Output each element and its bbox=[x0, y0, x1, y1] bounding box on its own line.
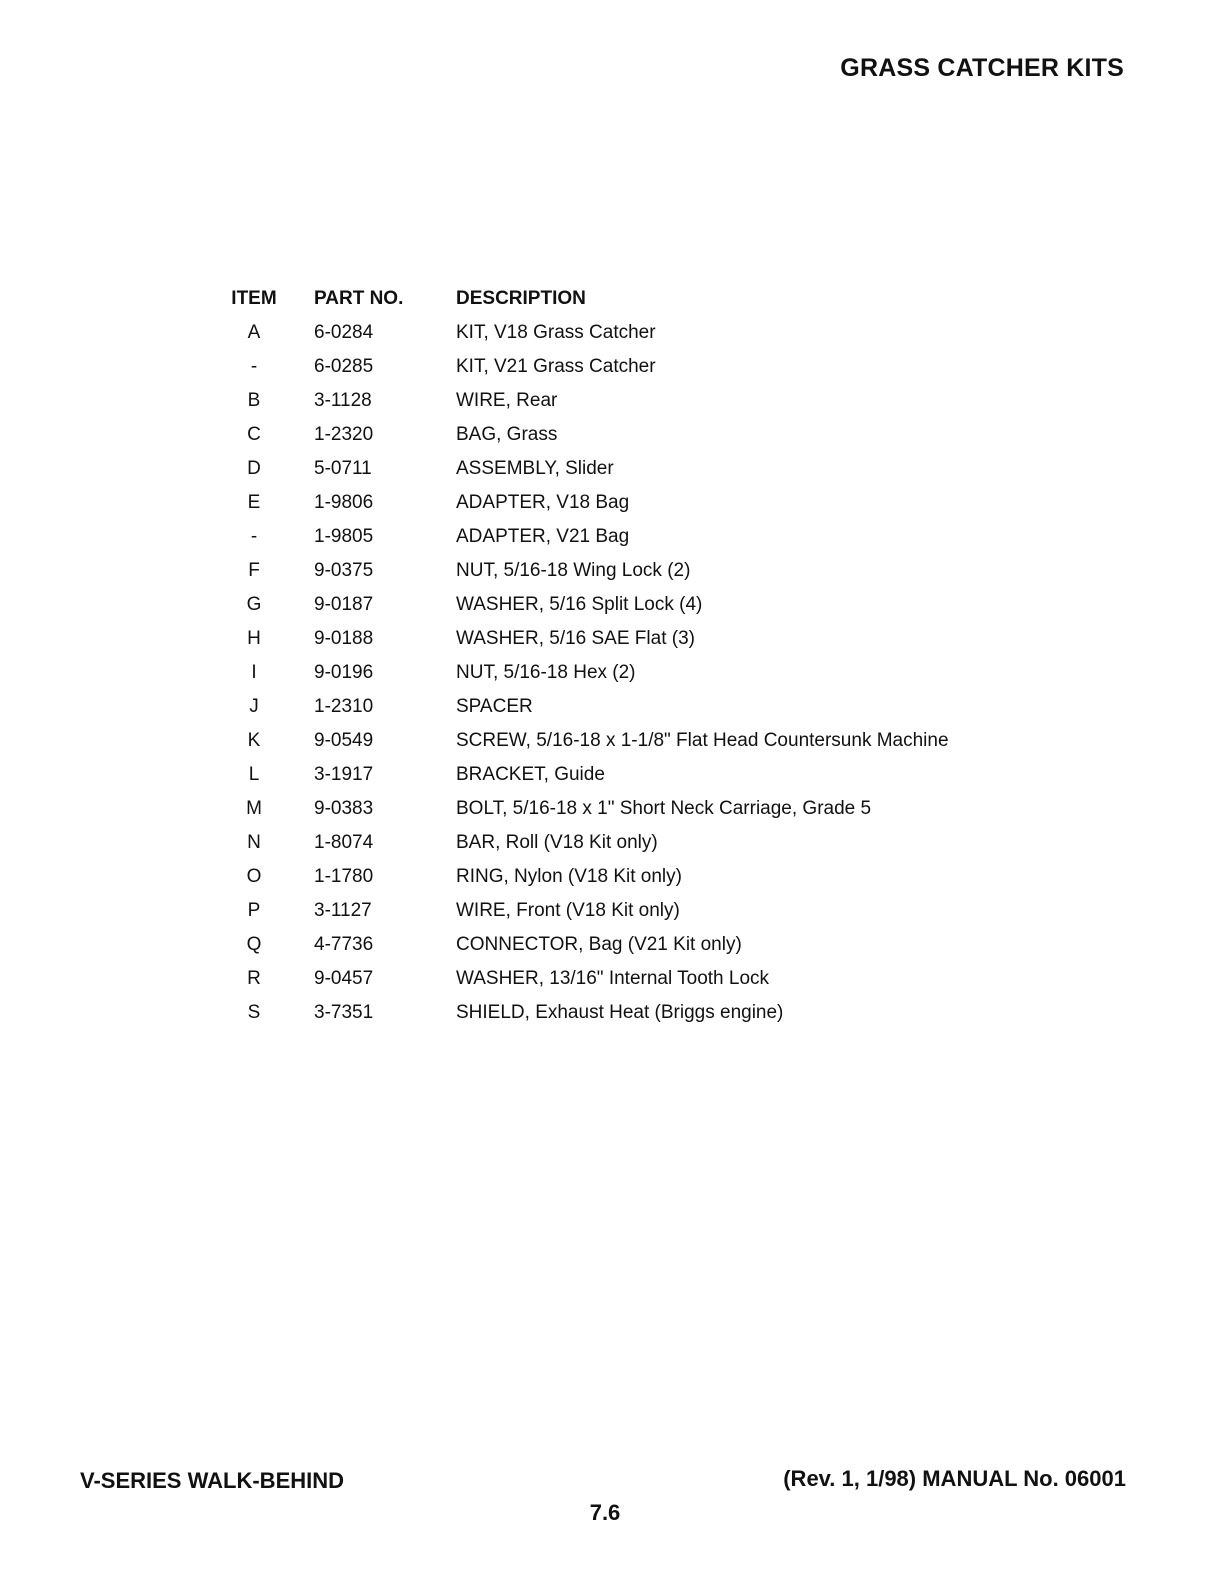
cell-part-no: 1-9806 bbox=[314, 492, 374, 513]
table-row bbox=[210, 622, 949, 656]
cell-item: S bbox=[247, 1002, 261, 1023]
table-row bbox=[210, 452, 949, 486]
page-number: 7.6 bbox=[589, 1500, 621, 1525]
cell-description: SHIELD, Exhaust Heat (Briggs engine) bbox=[456, 1002, 784, 1023]
table-row bbox=[210, 928, 949, 962]
table-row bbox=[210, 656, 949, 690]
table-row bbox=[210, 418, 949, 452]
cell-part-no: 9-0375 bbox=[314, 560, 374, 581]
cell-description: SPACER bbox=[456, 696, 533, 717]
cell-part-no: 3-1128 bbox=[314, 390, 372, 411]
cell-item: O bbox=[246, 866, 262, 887]
cell-description: BAR, Roll (V18 Kit only) bbox=[456, 832, 658, 853]
cell-item: R bbox=[247, 968, 261, 989]
table-row bbox=[210, 894, 949, 928]
cell-item: E bbox=[247, 492, 261, 513]
cell-description: RING, Nylon (V18 Kit only) bbox=[456, 866, 682, 887]
table-row bbox=[210, 962, 949, 996]
cell-part-no: 1-9805 bbox=[314, 526, 374, 547]
table-row bbox=[210, 384, 949, 418]
cell-description: NUT, 5/16-18 Wing Lock (2) bbox=[456, 560, 691, 581]
footer-manual-number: (Rev. 1, 1/98) MANUAL No. 06001 bbox=[783, 1466, 1126, 1491]
cell-description: ASSEMBLY, Slider bbox=[456, 458, 614, 479]
cell-description: SCREW, 5/16-18 x 1-1/8" Flat Head Countersunk Machine bbox=[456, 730, 949, 751]
cell-description: WASHER, 13/16" Internal Tooth Lock bbox=[456, 968, 770, 989]
cell-description: WIRE, Rear bbox=[456, 390, 558, 411]
cell-description: WIRE, Front (V18 Kit only) bbox=[456, 900, 680, 921]
cell-part-no: 1-8074 bbox=[314, 832, 374, 853]
cell-part-no: 3-1127 bbox=[314, 900, 372, 921]
cell-description: ADAPTER, V18 Bag bbox=[456, 492, 630, 513]
cell-part-no: 9-0187 bbox=[314, 594, 374, 615]
parts-table-body bbox=[210, 316, 949, 1030]
cell-part-no: 9-0188 bbox=[314, 628, 374, 649]
cell-part-no: 9-0383 bbox=[314, 798, 374, 819]
cell-item: H bbox=[247, 628, 261, 649]
column-header-item: ITEM bbox=[231, 288, 277, 309]
cell-item: K bbox=[247, 730, 261, 751]
cell-description: CONNECTOR, Bag (V21 Kit only) bbox=[456, 934, 742, 955]
cell-description: BRACKET, Guide bbox=[456, 764, 605, 785]
cell-part-no: 3-1917 bbox=[314, 764, 374, 785]
cell-item: M bbox=[246, 798, 262, 819]
table-row bbox=[210, 350, 949, 384]
cell-part-no: 3-7351 bbox=[314, 1002, 374, 1023]
table-row bbox=[210, 520, 949, 554]
cell-item: A bbox=[247, 322, 261, 343]
cell-description: ADAPTER, V21 Bag bbox=[456, 526, 630, 547]
cell-description: KIT, V21 Grass Catcher bbox=[456, 356, 656, 377]
cell-description: BAG, Grass bbox=[456, 424, 558, 445]
cell-item: N bbox=[247, 832, 261, 853]
cell-part-no: 4-7736 bbox=[314, 934, 374, 955]
cell-part-no: 6-0284 bbox=[314, 322, 374, 343]
table-row bbox=[210, 486, 949, 520]
cell-item: G bbox=[246, 594, 262, 615]
cell-description: KIT, V18 Grass Catcher bbox=[456, 322, 656, 343]
cell-item: D bbox=[247, 458, 261, 479]
cell-part-no: 9-0196 bbox=[314, 662, 374, 683]
table-row bbox=[210, 758, 949, 792]
cell-description: NUT, 5/16-18 Hex (2) bbox=[456, 662, 636, 683]
table-row bbox=[210, 724, 949, 758]
cell-part-no: 1-2310 bbox=[314, 696, 374, 717]
cell-item: C bbox=[247, 424, 261, 445]
cell-part-no: 1-1780 bbox=[314, 866, 374, 887]
cell-part-no: 9-0549 bbox=[314, 730, 374, 751]
cell-item: B bbox=[247, 390, 261, 411]
cell-part-no: 5-0711 bbox=[314, 458, 372, 479]
footer-series-name: V-SERIES WALK-BEHIND bbox=[80, 1468, 345, 1493]
cell-item: - bbox=[250, 356, 258, 377]
table-row bbox=[210, 690, 949, 724]
cell-item: L bbox=[248, 764, 260, 785]
cell-description: WASHER, 5/16 SAE Flat (3) bbox=[456, 628, 695, 649]
cell-item: F bbox=[248, 560, 260, 581]
table-row bbox=[210, 792, 949, 826]
cell-item: P bbox=[247, 900, 261, 921]
cell-item: - bbox=[250, 526, 258, 547]
cell-description: BOLT, 5/16-18 x 1" Short Neck Carriage, Grade 5 bbox=[456, 798, 872, 819]
table-row bbox=[210, 554, 949, 588]
table-row bbox=[210, 860, 949, 894]
table-row bbox=[210, 996, 949, 1030]
table-row bbox=[210, 588, 949, 622]
table-row bbox=[210, 826, 949, 860]
page-title: GRASS CATCHER KITS bbox=[840, 54, 1124, 82]
column-header-description: DESCRIPTION bbox=[456, 288, 586, 309]
cell-item: I bbox=[251, 662, 257, 683]
parts-table bbox=[210, 282, 949, 1030]
table-row bbox=[210, 316, 949, 350]
cell-description: WASHER, 5/16 Split Lock (4) bbox=[456, 594, 703, 615]
cell-part-no: 6-0285 bbox=[314, 356, 374, 377]
cell-part-no: 9-0457 bbox=[314, 968, 374, 989]
table-header-row bbox=[210, 282, 949, 316]
column-header-part-no: PART NO. bbox=[314, 288, 404, 309]
cell-part-no: 1-2320 bbox=[314, 424, 374, 445]
cell-item: J bbox=[249, 696, 259, 717]
cell-item: Q bbox=[246, 934, 262, 955]
